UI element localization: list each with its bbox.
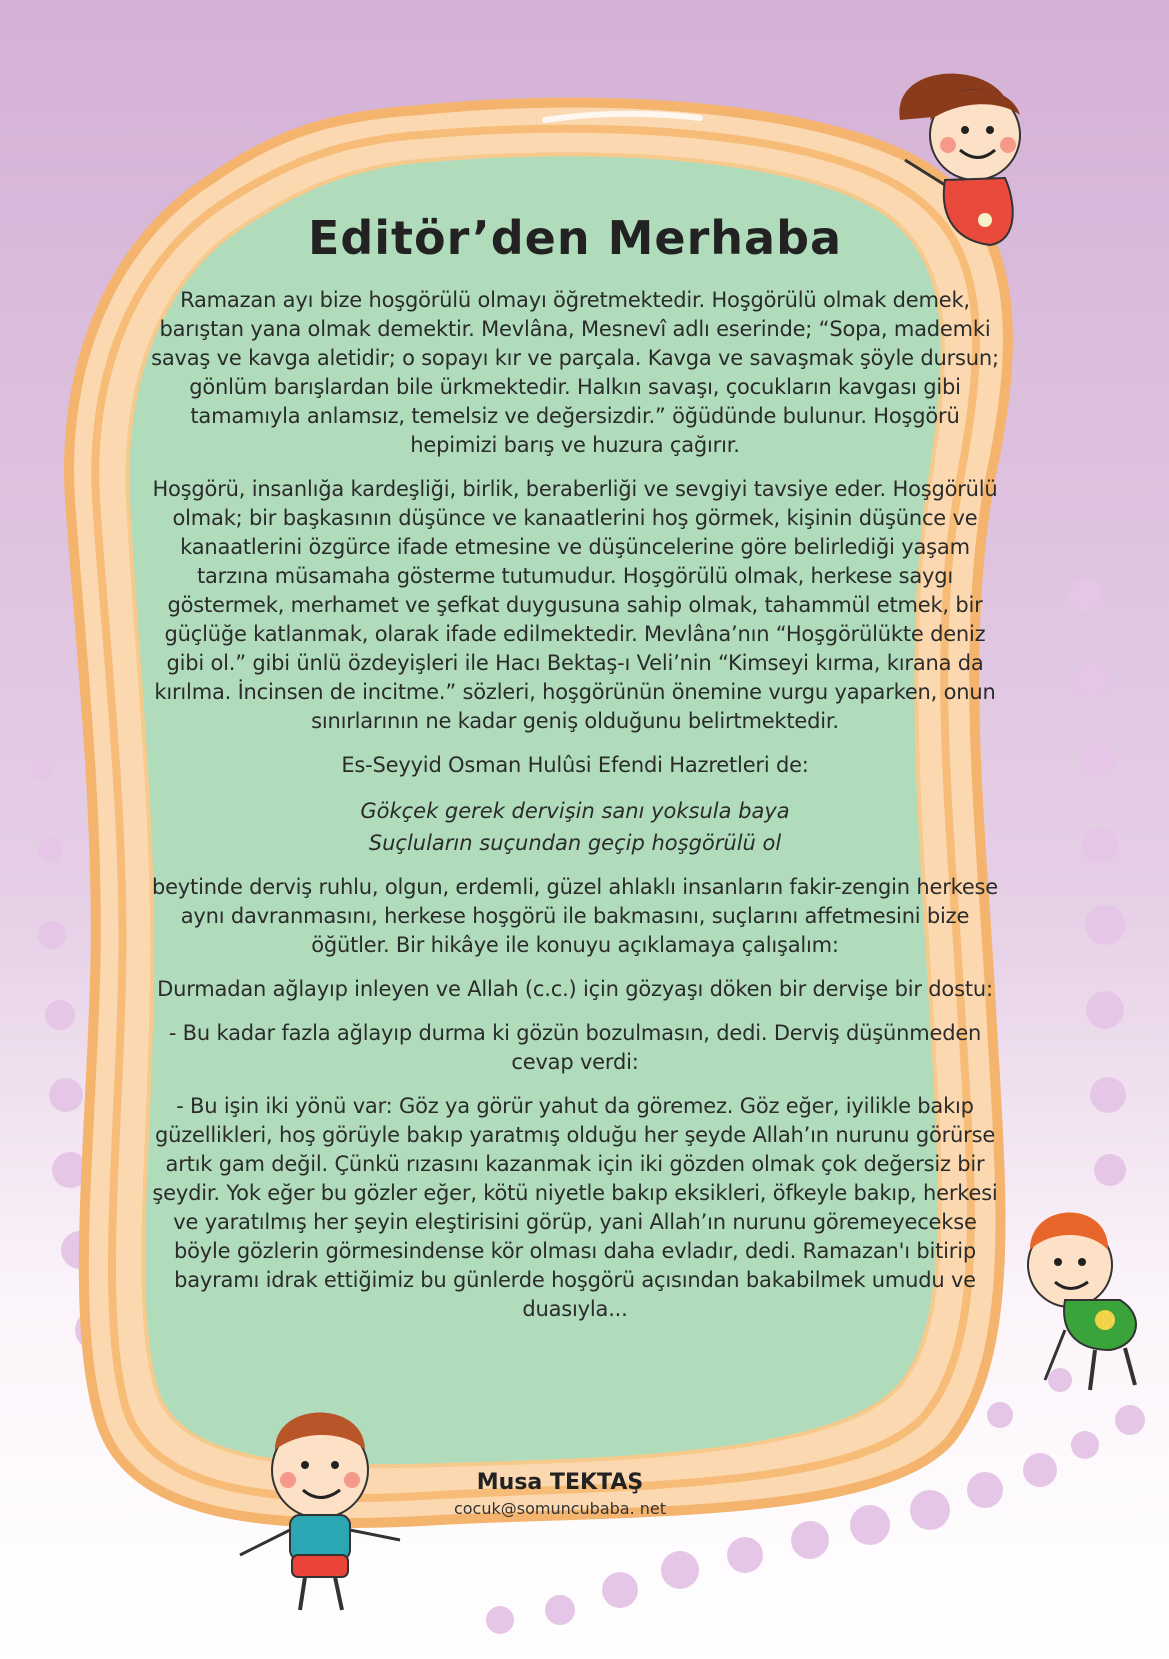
signature: [360, 1470, 760, 1518]
page-title: Editör’den Merhaba: [307, 211, 843, 265]
verse-line-1: Gökçek gerek dervişin sanı yoksula baya: [360, 799, 790, 823]
verse-line-2: Suçluların suçundan geçip hoşgörülü ol: [368, 831, 782, 855]
paragraph-3: Es-Seyyid Osman Hulûsi Efendi Hazretleri de:: [341, 753, 809, 777]
paragraph-7: - Bu işin iki yönü var: Göz ya görür yahut da göremez. Göz eğer, iyilikle bakıp güzellikleri, hoş görüyle bakıp yaratmış olduğu her şeyde Allah’ın nurunu görürse artık gam değil. Çünkü rızasını kazanmak için iki gözden olmak çok değersiz bir şeydir. Yok eğer bu gözler eğer, kötü niyetle bakıp eksikleri, öfkeyle bakıp, herkesi ve yaratılmış her şeyin eleştirisini görüp, yani Allah’ın nurunu göremeyecekse böyle gözlerin görmesindense kör olması daha evladır, dedi. Ramazan'ı bitirip bayramı idrak ettiğimiz bu günlerde hoşgörü açısından bakabilmek umudu ve duasıyla...: [152, 1094, 998, 1321]
author-name: Musa TEKTAŞ: [476, 1470, 644, 1495]
paragraph-1: Ramazan ayı bize hoşgörülü olmayı öğretmektedir. Hoşgörülü olmak demek, barıştan yana olmak demektir. Mevlâna, Mesnevî adlı eserinde; “Sopa, mademki savaş ve kavga aletidir; o sopayı kır ve parçala. Kavga ve savaşmak şöyle dursun; gönlüm barışlardan bile ürkmektedir. Halkın savaşı, çocukların kavgası gibi tamamıyla anlamsız, temelsiz ve değersizdir.” öğüdünde bulunur. Hoşgörü hepimizi barış ve huzura çağırır.: [151, 288, 999, 457]
verse: [150, 795, 1000, 859]
paragraph-5: Durmadan ağlayıp inleyen ve Allah (c.c.) için gözyaşı döken bir dervişe bir dostu:: [157, 977, 993, 1001]
editorial-content: [150, 210, 1000, 1510]
paragraph-4: beytinde derviş ruhlu, olgun, erdemli, güzel ahlaklı insanların fakir-zengin herkese aynı davranmasını, herkese hoşgörü ile bakmasını, suçlarını affetmesini bize öğütler. Bir hikâye ile konuyu açıklamaya çalışalım:: [151, 875, 999, 957]
author-email: cocuk@somuncubaba. net: [453, 1499, 667, 1518]
paragraph-2: Hoşgörü, insanlığa kardeşliği, birlik, beraberliği ve sevgiyi tavsiye eder. Hoşgörülü olmak; bir başkasının düşünce ve kanaatlerini hoş görmek, kişinin düşünce ve kanaatlerini özgürce ifade etmesine ve düşüncelerine göre belirlediği yaşam tarzına müsamaha gösterme tutumudur. Hoşgörülü olmak, herkese saygı göstermek, merhamet ve şefkat duygusuna sahip olmak, tahammül etmek, bir güçlüğe katlanmak, olarak ifade edilmektedir. Mevlâna’nın “Hoşgörülükte deniz gibi ol.” gibi ünlü özdeyişleri ile Hacı Bektaş-ı Veli’nin “Kimseyi kırma, kırana da kırılma. İncinsen de incitme.” sözleri, hoşgörünün önemine vurgu yaparken, onun sınırlarının ne kadar geniş olduğunu belirtmektedir.: [152, 477, 998, 733]
paragraph-6: - Bu kadar fazla ağlayıp durma ki gözün bozulmasın, dedi. Derviş düşünmeden cevap verdi:: [168, 1021, 982, 1074]
